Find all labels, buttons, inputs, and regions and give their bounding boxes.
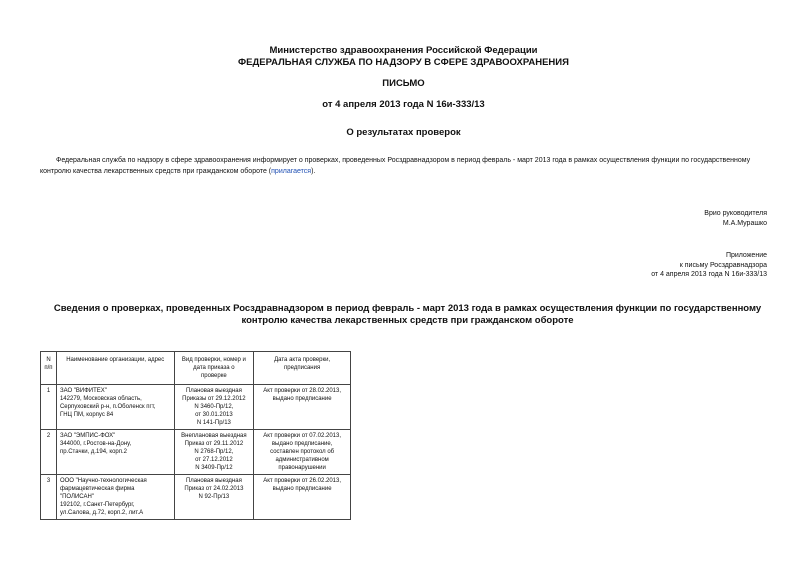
row-inspection	[174, 475, 254, 520]
cell-line: ГНЦ ПМ, корпус 84	[59, 412, 114, 418]
cell-line: Внеплановая выездная	[181, 433, 247, 439]
ministry-title: Министерство здравоохранения Российской Федерации	[269, 45, 538, 56]
cell-line: административном	[275, 457, 329, 463]
document-subject: О результатах проверок	[346, 127, 461, 138]
row-organization	[56, 475, 174, 520]
table-row	[41, 475, 351, 520]
row-act	[254, 475, 351, 520]
cell-line: N 3409-Пр/12	[195, 465, 233, 471]
signature-block	[704, 209, 767, 228]
inspections-table	[40, 351, 351, 520]
cell-line: N	[46, 357, 51, 363]
cell-line: Акт проверки от 28.02.2013,	[263, 388, 342, 394]
body-paragraph	[40, 155, 775, 177]
cell-line: Акт проверки от 07.02.2013,	[263, 433, 342, 439]
cell-line: п/п	[44, 365, 53, 371]
appendix-date-number: от 4 апреля 2013 года N 16и-333/13	[651, 271, 767, 278]
cell-line: N 3460-Пр/12,	[194, 404, 234, 410]
row-number: 3	[41, 475, 57, 520]
body-text: Федеральная служба по надзору в сфере здравоохранения информирует о проверках, проведенных Росздравнадзором в период февраль - март 2013 года в рамках осуществления функции по государственному контролю качества лекарственных средств при гражданском обороте (	[40, 157, 751, 175]
cell-line: Приказ от 29.11.2012	[184, 441, 244, 447]
appendix-title: Сведения о проверках, проведенных Росздравнадзором в период февраль - март 2013 года в рамках осуществления функции по государственному контролю качества лекарственных средств при гражданском обороте	[53, 303, 762, 326]
cell-line: выдано предписание,	[271, 441, 333, 447]
cell-line: Приказ от 24.02.2013	[184, 486, 244, 492]
cell-line: дата приказа о	[193, 365, 235, 371]
cell-line: 192102, г.Санкт-Петербург,	[59, 502, 135, 508]
cell-line: фармацевтическая фирма	[59, 486, 135, 492]
cell-line: правонарушении	[278, 465, 326, 471]
cell-line: Серпуховский р-н, п.Оболенск пгт,	[59, 404, 156, 410]
appendix-label: Приложение	[725, 252, 767, 259]
row-number: 2	[41, 430, 57, 475]
header-act	[254, 352, 351, 385]
cell-line: от 30.01.2013	[195, 412, 233, 418]
table-row	[41, 430, 351, 475]
appendix-reference	[651, 251, 767, 280]
document-date-number: от 4 апреля 2013 года N 16и-333/13	[322, 99, 485, 110]
cell-line: Наименование организации, адрес	[66, 357, 165, 363]
cell-line: пр.Стачки, д.194, корп.2	[59, 449, 128, 455]
row-organization	[56, 385, 174, 430]
cell-line: Акт проверки от 26.02.2013,	[263, 478, 342, 484]
cell-line: ЗАО "ЭМПИС-ФОХ"	[59, 433, 116, 439]
header-organization	[56, 352, 174, 385]
table-header-row	[41, 352, 351, 385]
body-text-end: ).	[311, 168, 316, 175]
cell-line: 344000, г.Ростов-на-Дону,	[59, 441, 132, 447]
cell-line: N 141-Пр/13	[196, 420, 231, 426]
cell-line: выдано предписание	[272, 396, 332, 402]
cell-line: Приказы от 29.12.2012	[182, 396, 246, 402]
cell-line: Дата акта проверки,	[274, 357, 331, 363]
header-number	[41, 352, 57, 385]
table-row	[41, 385, 351, 430]
cell-line: предписания	[284, 365, 321, 371]
row-organization	[56, 430, 174, 475]
service-title: ФЕДЕРАЛЬНАЯ СЛУЖБА ПО НАДЗОРУ В СФЕРЕ ЗДРАВООХРАНЕНИЯ	[238, 57, 569, 68]
row-inspection	[174, 430, 254, 475]
appendix-to-letter: к письму Росздравнадзора	[679, 261, 767, 269]
cell-line: проверке	[201, 373, 227, 379]
cell-line: N 2768-Пр/12,	[194, 449, 234, 455]
cell-line: от 27.12.2012	[195, 457, 233, 463]
cell-line: Плановая выездная	[185, 478, 242, 484]
cell-line: "ПОЛИСАН"	[59, 494, 94, 500]
cell-line: Плановая выездная	[185, 388, 242, 394]
document-type: ПИСЬМО	[382, 78, 425, 89]
cell-line: составлен протокол об	[270, 449, 335, 455]
cell-line: N 92-Пр/13	[198, 494, 230, 500]
cell-line: ООО "Научно-технологическая	[59, 478, 147, 484]
signature-name: М.А.Мурашко	[722, 219, 767, 227]
row-inspection	[174, 385, 254, 430]
cell-line: выдано предписание	[272, 486, 332, 492]
cell-line: ЗАО "ВИФИТЕХ"	[59, 388, 107, 394]
cell-line: Вид проверки, номер и	[181, 357, 246, 363]
row-number: 1	[41, 385, 57, 430]
row-act	[254, 385, 351, 430]
cell-line: ул.Салова, д.72, корп.2, лит.А	[59, 510, 144, 516]
header-inspection	[174, 352, 254, 385]
cell-line: 142279, Московская область,	[59, 396, 142, 402]
row-act	[254, 430, 351, 475]
signature-position: Врио руководителя	[704, 210, 767, 217]
appendix-link[interactable]: прилагается	[271, 168, 312, 175]
